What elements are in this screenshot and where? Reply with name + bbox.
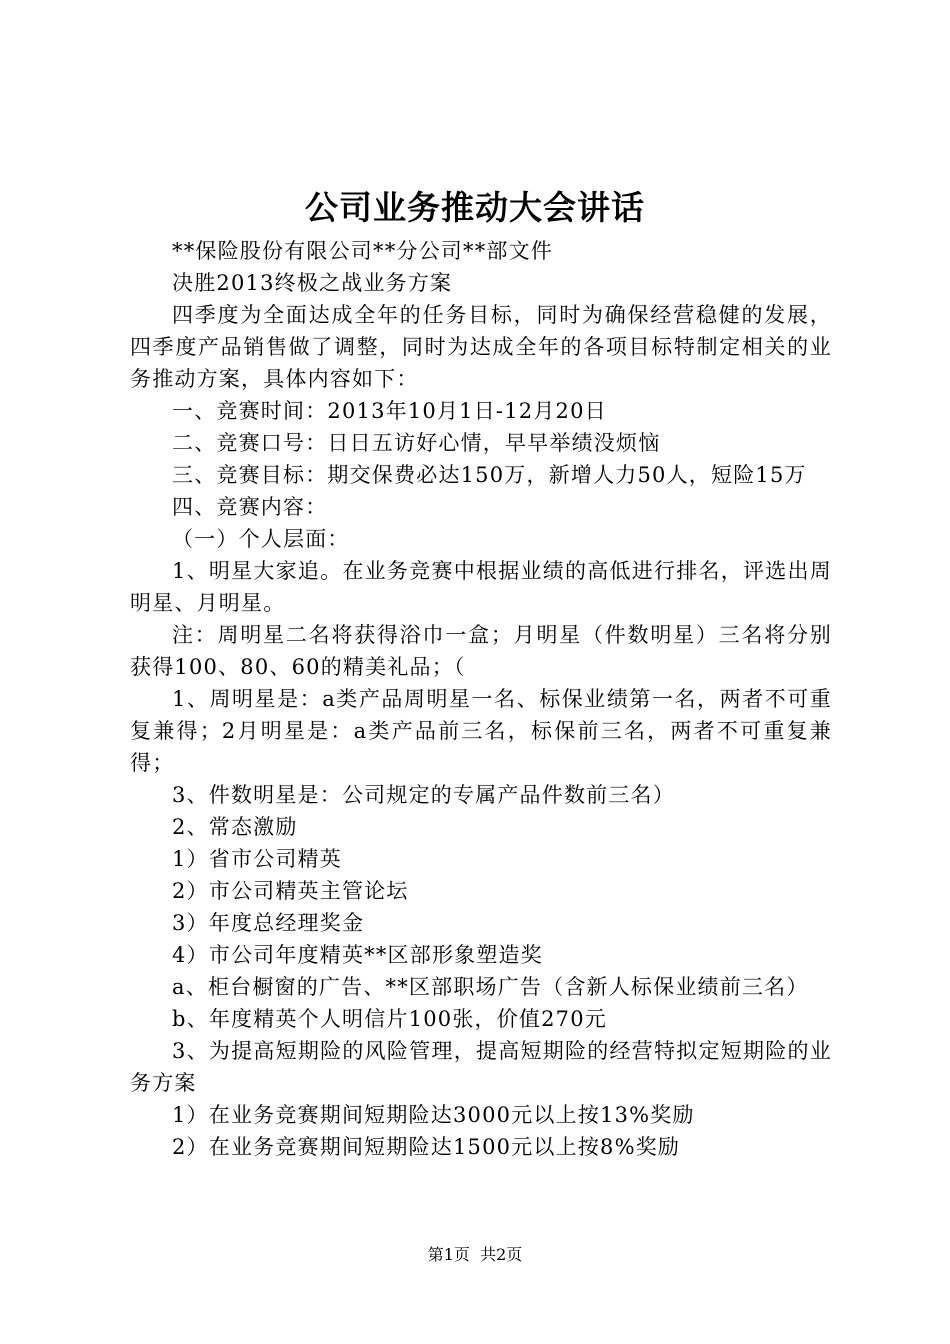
paragraph-short-term-2: 2）在业务竞赛期间短期险达1500元以上按8%奖励 bbox=[172, 1135, 681, 1159]
paragraph-contest-content: 四、竞赛内容： bbox=[172, 495, 328, 519]
paragraph-plan-title: 决胜2013终极之战业务方案 bbox=[172, 271, 453, 295]
paragraph-short-term-plan: 3、为提高短期险的风险管理，提高短期险的经营特拟定短期险的业务方案 bbox=[130, 1039, 832, 1095]
page-number-label: 第1页 共2页 bbox=[427, 1245, 523, 1264]
paragraph-count-star: 3、件数明星是：公司规定的专属产品件数前三名） bbox=[172, 783, 675, 807]
paragraph-contest-goal: 三、竞赛目标：期交保费必达150万，新增人力50人，短险15万 bbox=[172, 463, 807, 487]
page-footer bbox=[0, 1244, 950, 1266]
paragraph-regular-incentive: 2、常态激励 bbox=[172, 815, 298, 839]
paragraph-contest-slogan: 二、竞赛口号：日日五访好心情，早早举绩没烦恼 bbox=[172, 431, 661, 455]
paragraph-incentive-a: a、柜台橱窗的广告、**区部职场广告（含新人标保业绩前三名） bbox=[172, 975, 809, 999]
paragraph-incentive-3: 3）年度总经理奖金 bbox=[172, 911, 365, 935]
paragraph-incentive-2: 2）市公司精英主管论坛 bbox=[172, 879, 409, 903]
paragraph-incentive-4: 4）市公司年度精英**区部形象塑造奖 bbox=[172, 943, 543, 967]
document-body bbox=[130, 235, 832, 1163]
paragraph-incentive-1: 1）省市公司精英 bbox=[172, 847, 342, 871]
paragraph-week-month-star: 1、周明星是：a类产品周明星一名、标保业绩第一名，两者不可重复兼得；2月明星是：a类产品前三名，标保前三名，两者不可重复兼得； bbox=[130, 687, 832, 775]
paragraph-contest-time: 一、竞赛时间：2013年10月1日-12月20日 bbox=[172, 399, 607, 423]
paragraph-intro: 四季度为全面达成全年的任务目标，同时为确保经营稳健的发展，四季度产品销售做了调整，同时为达成全年的各项目标特制定相关的业务推动方案，具体内容如下： bbox=[130, 303, 832, 391]
paragraph-star-note: 注：周明星二名将获得浴巾一盒；月明星（件数明星）三名将分别获得100、80、60的精美礼品；（ bbox=[130, 623, 832, 679]
document-title: 公司业务推动大会讲话 bbox=[305, 188, 645, 227]
paragraph-personal-level: （一）个人层面： bbox=[172, 527, 350, 551]
paragraph-star-ranking: 1、明星大家追。在业务竞赛中根据业绩的高低进行排名，评选出周明星、月明星。 bbox=[130, 559, 832, 615]
paragraph-incentive-b: b、年度精英个人明信片100张，价值270元 bbox=[172, 1007, 608, 1031]
paragraph-short-term-1: 1）在业务竞赛期间短期险达3000元以上按13%奖励 bbox=[172, 1103, 695, 1127]
paragraph-header-line: **保险股份有限公司**分公司**部文件 bbox=[172, 239, 553, 263]
